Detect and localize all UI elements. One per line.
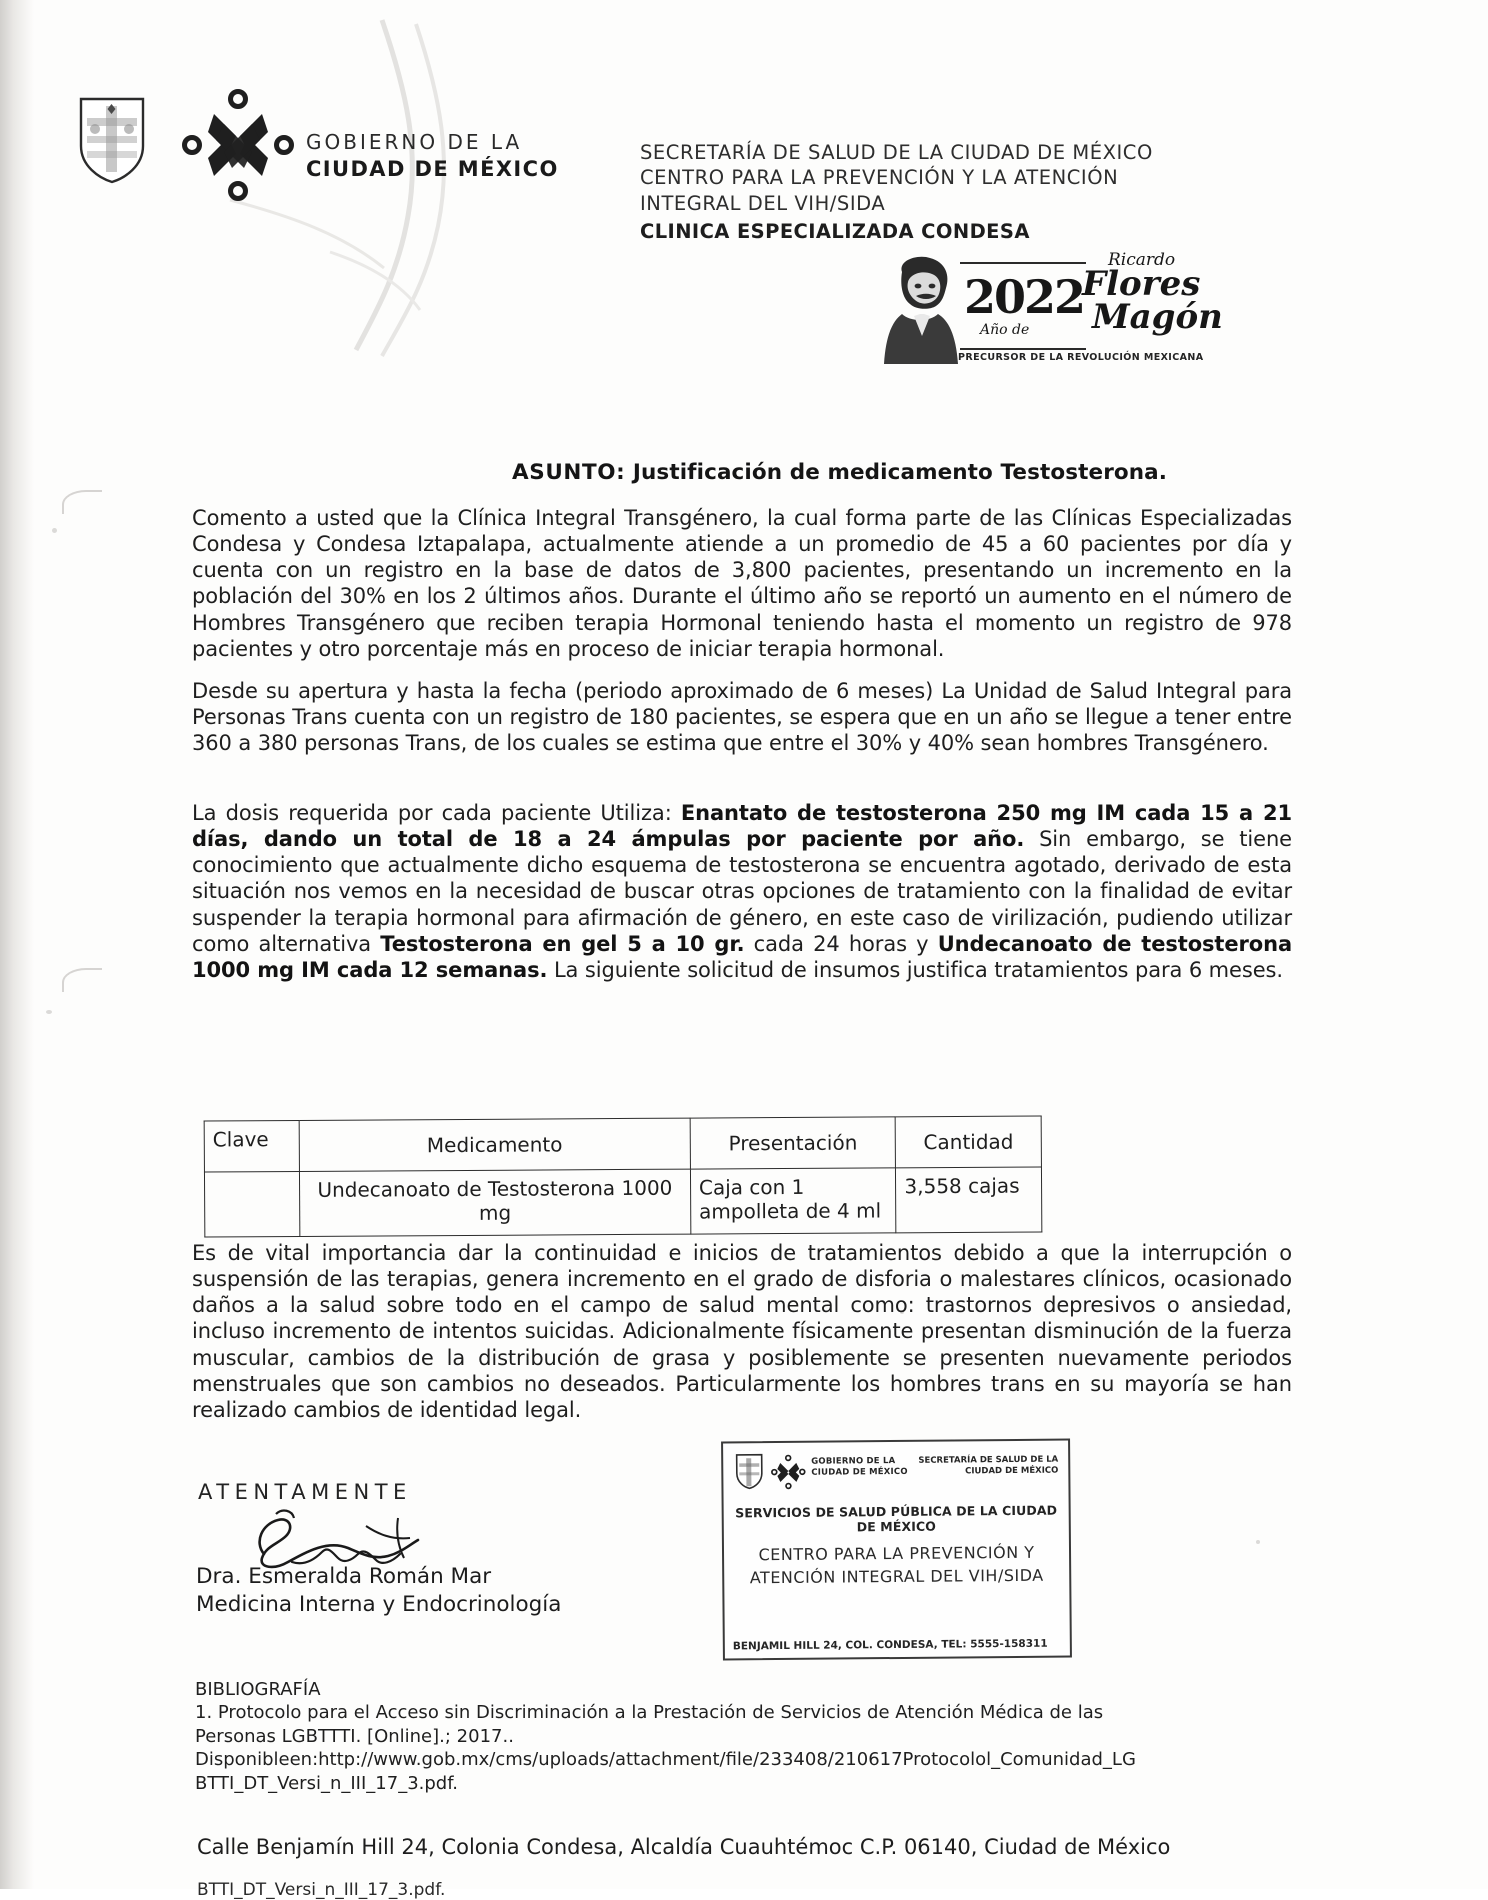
emblem-ano-de: Año de — [980, 322, 1030, 338]
stamp-address: BENJAMIL HILL 24, COL. CONDESA, TEL: 5555-158311 — [732, 1637, 1048, 1653]
table-header-clave: Clave — [204, 1120, 299, 1172]
agency-line-1: SECRETARÍA DE SALUD DE LA CIUDAD DE MÉXICO — [640, 141, 1153, 164]
emblem-name-line-3: Magón — [1092, 296, 1223, 337]
cell-clave — [204, 1171, 299, 1237]
emblem-year: 2022 — [964, 270, 1085, 324]
stamp-secretaria-text — [918, 1455, 1058, 1479]
hole-punch-mark-top — [62, 490, 102, 514]
stamp-servicios-line: SERVICIOS DE SALUD PÚBLICA DE LA CIUDAD DE MÉXICO — [735, 1502, 1058, 1535]
subject-line — [512, 460, 1167, 485]
stamp-centro-line-1: CENTRO PARA LA PREVENCIÓN Y — [758, 1542, 1035, 1565]
dose-lead-text: La dosis requerida por cada paciente Utiliza: — [192, 801, 681, 825]
emblem-rule-bottom — [960, 348, 1086, 350]
signer-title: Medicina Interna y Endocrinología — [196, 1591, 562, 1617]
dose-bold-gel: Testosterona en gel 5 a 10 gr. — [380, 931, 745, 956]
paragraph-1: Comento a usted que la Clínica Integral Transgénero, la cual forma parte de las Clínicas Especializadas Condesa y Condesa Iztapalapa, actualmente atiende a un promedio de 45 a 60 pacientes por día y cuenta con un registro en la base de datos de 3,800 pacientes, presentando un incremento en la población del 30% en los 2 últimos años. Durante el último año se reportó un aumento en el número de Hombres Transgénero que reciben terapia Hormonal teniendo hasta el momento un registro de 978 pacientes y otro porcentaje más en proceso de iniciar terapia hormonal. — [192, 506, 1292, 661]
scan-edge-shadow — [0, 0, 34, 1889]
stamp-crest-icon — [735, 1453, 763, 1489]
cdmx-knot-logo-icon — [184, 90, 292, 200]
dose-mid-text-2: cada 24 horas y — [744, 931, 938, 956]
table-row — [204, 1167, 1041, 1237]
emblem-name-line-2: Flores — [1082, 264, 1201, 305]
subject-text: Justificación de medicamento Testosterona. — [632, 460, 1168, 485]
signer-block — [196, 1563, 561, 1618]
government-line-2: CIUDAD DE MÉXICO — [306, 156, 559, 181]
emblem-tagline: PRECURSOR DE LA REVOLUCIÓN MEXICANA — [958, 352, 1204, 363]
scan-speck — [1256, 1540, 1260, 1544]
footer-address: Calle Benjamín Hill 24, Colonia Condesa, Alcaldía Cuauhtémoc C.P. 06140, Ciudad de México — [197, 1835, 1171, 1859]
subject-label: ASUNTO: — [512, 460, 626, 485]
agency-line-3: INTEGRAL DEL VIH/SIDA — [640, 191, 886, 215]
bibliography-block — [195, 1678, 1136, 1795]
stamp-secretaria-line-2: CIUDAD DE MÉXICO — [965, 1466, 1059, 1477]
table-header-medicamento: Medicamento — [299, 1118, 690, 1171]
bibliography-entry-line-3: Disponibleen:http://www.gob.mx/cms/uploads/attachment/file/233408/210617Protocolol_Comunidad_LG — [195, 1749, 1136, 1771]
cell-medicamento: Undecanoato de Testosterona 1000 mg — [299, 1169, 691, 1236]
table-header-row — [204, 1116, 1041, 1172]
stamp-gobierno-line-1: GOBIERNO DE LA — [811, 1456, 896, 1467]
medication-table-head — [204, 1116, 1041, 1172]
agency-header-block — [640, 140, 1153, 244]
bibliography-entry-line-2: Personas LGBTTTI. [Online].; 2017.. — [195, 1725, 514, 1747]
stamp-government-text — [811, 1456, 908, 1480]
bibliography-entry-line-4: BTTI_DT_Versi_n_III_17_3.pdf. — [195, 1772, 458, 1794]
scan-speck — [52, 528, 57, 533]
emblem-name-line-1: Ricardo — [1108, 250, 1176, 270]
official-stamp — [721, 1438, 1072, 1660]
signer-name: Dra. Esmeralda Román Mar — [196, 1564, 492, 1589]
ricardo-flores-magon-emblem — [872, 248, 1223, 366]
bibliography-heading: BIBLIOGRAFÍA — [195, 1679, 321, 1700]
flores-magon-portrait-icon — [872, 252, 968, 364]
dose-bold-enantato: Enantato de testosterona 250 mg IM cada 15 a 21 días, dando un total de 18 a 24 ámpulas por paciente por año. — [192, 801, 1292, 852]
footer-cut-off-line: BTTI_DT_Versi_n_III_17_3.pdf. — [197, 1880, 446, 1900]
emblem-rule-top — [960, 262, 1086, 264]
medication-table-body — [204, 1167, 1041, 1237]
agency-clinic-name: CLINICA ESPECIALIZADA CONDESA — [640, 220, 1030, 244]
stamp-centro-text — [724, 1540, 1069, 1589]
cdmx-crest-icon — [78, 96, 146, 184]
handwritten-signature — [248, 1500, 448, 1572]
medication-table — [204, 1115, 1043, 1237]
paragraph-4: Es de vital importancia dar la continuidad e inicios de tratamientos debido a que la interrupción o suspensión de las terapias, genera incremento en el grado de disforia o malestares clínicos, ocasionado daños a la salud sobre todo en el campo de salud mental como: trastornos depresivos o ansiedad, incluso incremento de intentos suicidas. Adicionalmente físicamente presentan disminución de la fuerza muscular, cambios de la distribución de grasa y posiblemente se presenten nuevamente periodos menstruales que son cambios no deseados. Particularmente los hombres trans en su mayoría se han realizado cambios de identidad legal. — [192, 1241, 1292, 1422]
paragraph-3 — [192, 800, 1292, 983]
table-header-cantidad: Cantidad — [896, 1116, 1042, 1168]
government-wordmark — [306, 130, 559, 182]
bibliography-entry-line-1: 1. Protocolo para el Acceso sin Discriminación a la Prestación de Servicios de Atención Médica de las — [195, 1702, 1104, 1724]
dose-tail-text: La siguiente solicitud de insumos justifica tratamientos para 6 meses. — [547, 957, 1283, 982]
cell-presentacion: Caja con 1 ampolleta de 4 ml — [690, 1168, 896, 1234]
stamp-centro-line-2: ATENCIÓN INTEGRAL DEL VIH/SIDA — [749, 1565, 1044, 1588]
scan-speck — [46, 1010, 52, 1014]
dose-bold-undecanoato: Undecanoato de testosterona 1000 mg IM cada 12 semanas. — [192, 931, 1293, 982]
government-line-1: GOBIERNO DE LA — [306, 130, 523, 154]
cell-cantidad: 3,558 cajas — [896, 1167, 1042, 1233]
dose-mid-text: Sin embargo, se tiene conocimiento que actualmente dicho esquema de testosterona se encuentra agotado, derivado de esta situación nos vemos en la necesidad de buscar otras opciones de tratamiento con la finalidad de evitar suspender la terapia hormonal para afirmación de género, en este caso de virilización, pudiendo utilizar como alternativa — [192, 827, 1292, 956]
table-header-presentacion: Presentación — [690, 1117, 896, 1169]
stamp-secretaria-line-1: SECRETARÍA DE SALUD DE LA — [918, 1454, 1059, 1466]
hole-punch-mark-bottom — [62, 968, 102, 992]
emblem-person-name — [1082, 250, 1223, 337]
paragraph-2: Desde su apertura y hasta la fecha (periodo aproximado de 6 meses) La Unidad de Salud Integral para Personas Trans cuenta con un registro de 180 pacientes, se espera que en un año se llegue a tener entre 360 a 380 personas Trans, de los cuales se estima que entre el 30% y 40% sean hombres Transgénero. — [192, 679, 1292, 756]
stamp-knot-logo-icon — [771, 1455, 805, 1489]
stamp-gobierno-line-2: CIUDAD DE MÉXICO — [811, 1467, 908, 1479]
agency-line-2: CENTRO PARA LA PREVENCIÓN Y LA ATENCIÓN — [640, 166, 1119, 190]
closing-atentamente: ATENTAMENTE — [198, 1480, 412, 1504]
